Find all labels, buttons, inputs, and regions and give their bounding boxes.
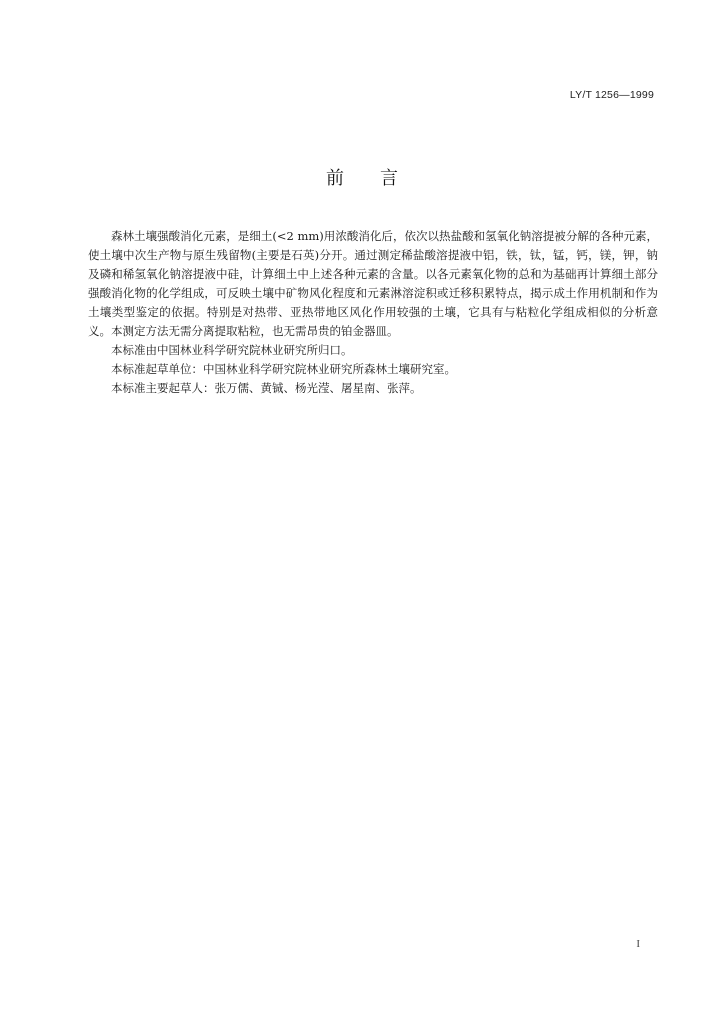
page-title: 前言 [326,168,434,189]
paragraph-intro: 森林土壤强酸消化元素，是细土(<2 mm)用浓酸消化后，依次以热盐酸和氢氧化钠溶提被分解的各种元素，使土壤中次生产物与原生残留物(主要是石英)分开。通过测定稀盐酸溶提液中铝，铁，钛，锰，钙，镁，钾，钠及磷和稀氢氧化钠溶提液中硅，计算细土中上述各种元素的含量。以各元素氧化物的总和为基础再计算细土部分强酸消化物的化学组成，可反映土壤中矿物风化程度和元素淋溶淀积或迁移积累特点，揭示成土作用机制和作为土壤类型鉴定的依据。特别是对热带、亚热带地区风化作用较强的土壤，它具有与粘粒化学组成相似的分析意义。本测定方法无需分离提取粘粒，也无需昂贵的铂金器皿。 [88,229,658,338]
foreword-body [88,227,658,398]
paragraph-drafters: 本标准主要起草人：张万儒、黄铖、杨光滢、屠星南、张萍。 [111,381,422,395]
paragraph-drafting-unit: 本标准起草单位：中国林业科学研究院林业研究所森林土壤研究室。 [111,362,456,376]
standard-code: LY/T 1256—1999 [569,89,654,101]
paragraph-responsible-unit: 本标准由中国林业科学研究院林业研究所归口。 [111,343,353,357]
page-number: I [636,938,640,950]
